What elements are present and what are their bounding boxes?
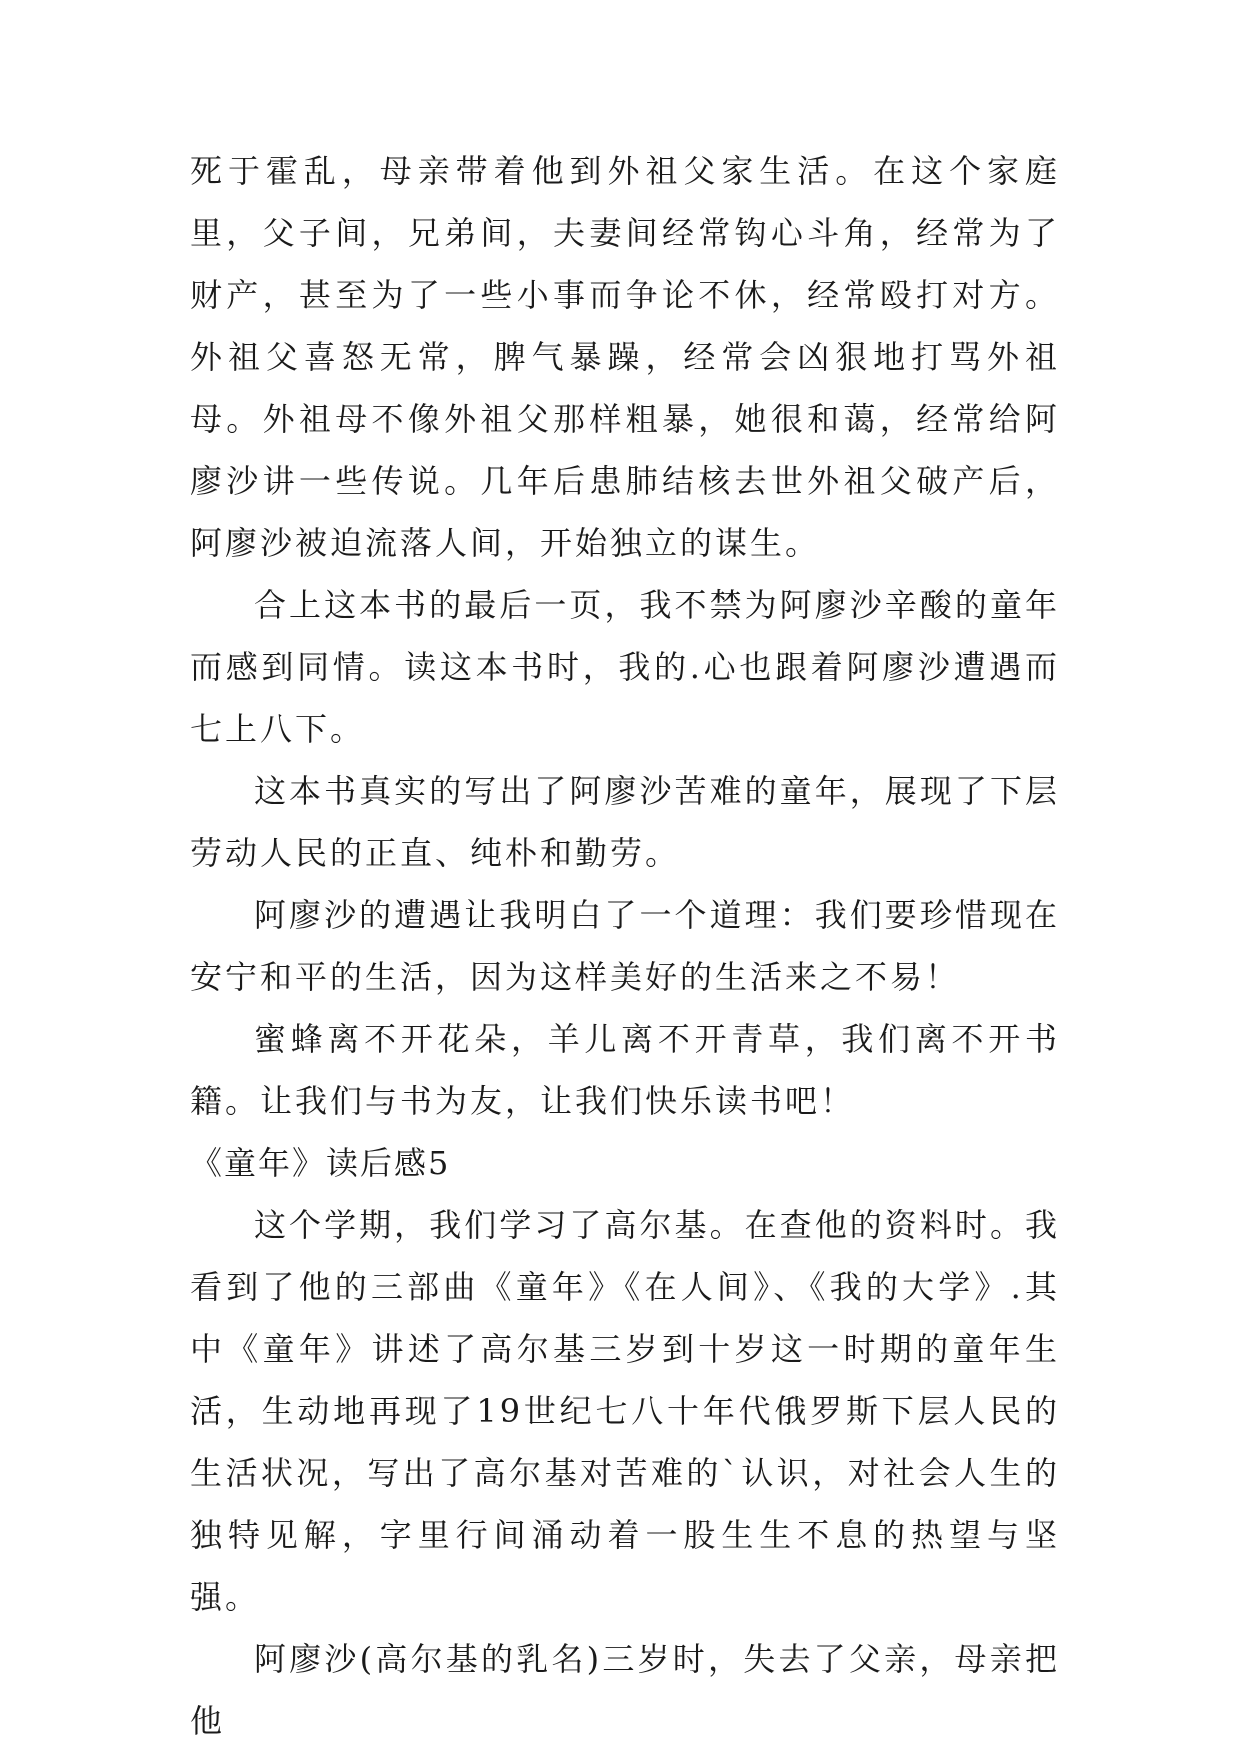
paragraph-3: 这本书真实的写出了阿廖沙苦难的童年，展现了下层劳动人民的正直、纯朴和勤劳。 [190, 772, 1060, 872]
paragraph-4: 阿廖沙的遭遇让我明白了一个道理：我们要珍惜现在安宁和平的生活，因为这样美好的生活来之不易！ [190, 896, 1060, 996]
paragraph-2: 合上这本书的最后一页，我不禁为阿廖沙辛酸的童年而感到同情。读这本书时，我的.心也跟着阿廖沙遭遇而七上八下。 [190, 586, 1060, 748]
document-body [190, 140, 1060, 1752]
paragraph-7: 阿廖沙(高尔基的乳名)三岁时，失去了父亲，母亲把他 [190, 1640, 1060, 1740]
paragraph-1: 死于霍乱，母亲带着他到外祖父家生活。在这个家庭里，父子间，兄弟间，夫妻间经常钩心斗角，经常为了财产，甚至为了一些小事而争论不休，经常殴打对方。外祖父喜怒无常，脾气暴躁，经常会凶狠地打骂外祖母。外祖母不像外祖父那样粗暴，她很和蔼，经常给阿廖沙讲一些传说。几年后患肺结核去世外祖父破产后，阿廖沙被迫流落人间，开始独立的谋生。 [190, 152, 1060, 562]
paragraph-6: 这个学期，我们学习了高尔基。在查他的资料时。我看到了他的三部曲《童年》《在人间》、《我的大学》.其中《童年》讲述了高尔基三岁到十岁这一时期的童年生活，生动地再现了19世纪七八十年代俄罗斯下层人民的生活状况，写出了高尔基对苦难的`认识，对社会人生的独特见解，字里行间涌动着一股生生不息的热望与坚强。 [190, 1206, 1060, 1616]
paragraph-5: 蜜蜂离不开花朵，羊儿离不开青草，我们离不开书籍。让我们与书为友，让我们快乐读书吧！ [190, 1020, 1060, 1120]
section-heading: 《童年》读后感5 [190, 1144, 451, 1182]
